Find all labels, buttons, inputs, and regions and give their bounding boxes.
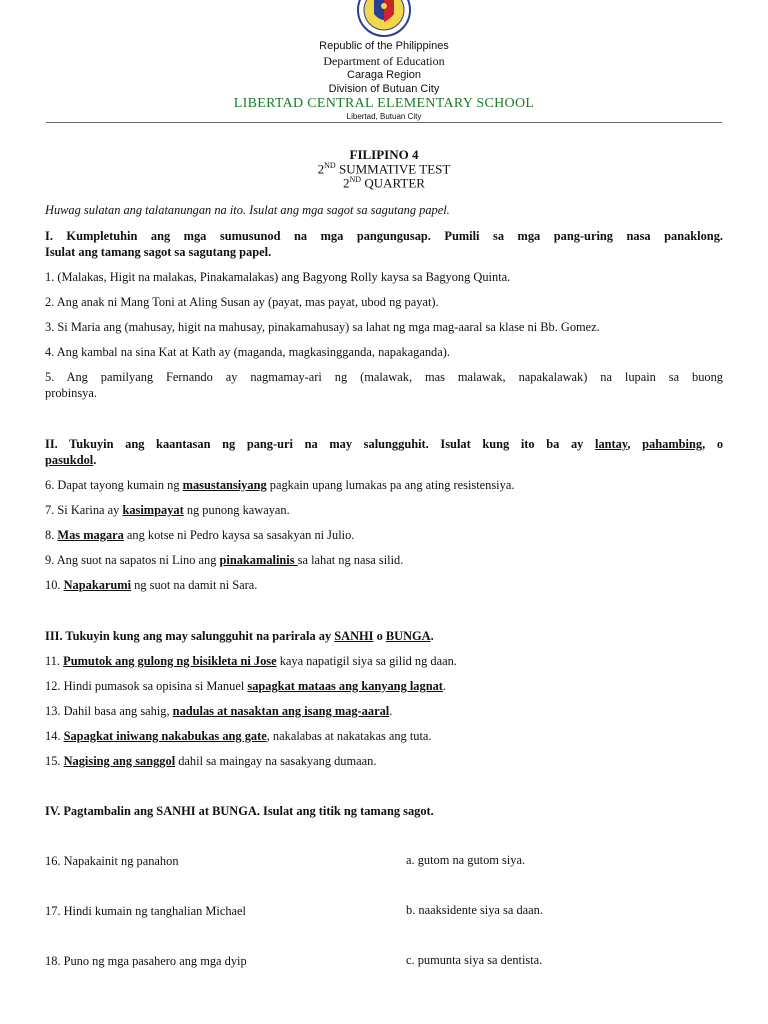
question-5-line1: 5. Ang pamilyang Fernando ay nagmamay-ari ng (malawak, mas malawak, napakalawak) na lupain sa buong	[45, 370, 723, 384]
question-18: 18. Puno ng mga pasahero ang mga dyip	[45, 954, 247, 968]
part2-heading-line1: II. Tukuyin ang kaantasan ng pang-uri na may salungguhit. Isulat kung ito ba ay lantay, pahambing, o	[45, 437, 724, 451]
part4-heading: IV. Pagtambalin ang SANHI at BUNGA. Isulat ang titik ng tamang sagot.	[45, 804, 434, 818]
choice-a: a. gutom na gutom siya.	[406, 853, 526, 867]
test-title: 2ND SUMMATIVE TEST	[317, 161, 451, 177]
part1-heading-line1: I. Kumpletuhin ang mga sumusunod na mga pangungusap. Pumili sa mga pang-uring nasa panaklong.	[45, 229, 723, 243]
question-3: 3. Si Maria ang (mahusay, higit na mahusay, pinakamahusay) sa lahat ng mga mag-aaral sa klase ni Bb. Gomez.	[45, 320, 600, 334]
question-16: 16. Napakainit ng panahon	[45, 854, 179, 868]
question-15: 15. Nagising ang sanggol dahil sa maingay na sasakyang dumaan.	[45, 754, 377, 768]
part2-heading-line2: pasukdol.	[45, 453, 97, 467]
choice-c: c. pumunta siya sa dentista.	[406, 953, 543, 967]
question-10: 10. Napakarumi ng suot na damit ni Sara.	[45, 578, 258, 592]
question-13: 13. Dahil basa ang sahig, nadulas at nasaktan ang isang mag-aaral.	[45, 704, 393, 718]
general-instruction: Huwag sulatan ang talatanungan na ito. Isulat ang mga sagot sa sagutang papel.	[45, 203, 450, 217]
question-4: 4. Ang kambal na sina Kat at Kath ay (maganda, magkasingganda, napakaganda).	[45, 345, 450, 359]
school-address: Libertad, Butuan City	[346, 112, 422, 121]
region-line: Caraga Region	[347, 69, 421, 81]
question-12: 12. Hindi pumasok sa opisina si Manuel sapagkat mataas ang kanyang lagnat.	[45, 679, 447, 693]
question-7: 7. Si Karina ay kasimpayat ng punong kawayan.	[45, 503, 290, 517]
deped-seal-logo	[354, 0, 414, 38]
question-9: 9. Ang suot na sapatos ni Lino ang pinakamalinis sa lahat ng nasa silid.	[45, 553, 404, 567]
choice-b: b. naaksidente siya sa daan.	[406, 903, 543, 917]
question-17: 17. Hindi kumain ng tanghalian Michael	[45, 904, 246, 918]
question-11: 11. Pumutok ang gulong ng bisikleta ni Jose kaya napatigil siya sa gilid ng daan.	[45, 654, 457, 668]
subject-title: FILIPINO 4	[349, 147, 419, 162]
question-14: 14. Sapagkat iniwang nakabukas ang gate, nakalabas at nakatakas ang tuta.	[45, 729, 432, 743]
question-6: 6. Dapat tayong kumain ng masustansiyang pagkain upang lumakas pa ang ating resistensiya.	[45, 478, 515, 492]
question-1: 1. (Malakas, Higit na malakas, Pinakamalakas) ang Bagyong Rolly kaysa sa Bagyong Quinta.	[45, 270, 511, 284]
part3-heading: III. Tukuyin kung ang may salungguhit na parirala ay SANHI o BUNGA.	[45, 629, 434, 643]
question-8: 8. Mas magara ang kotse ni Pedro kaysa sa sasakyan ni Julio.	[45, 528, 355, 542]
republic-line: Republic of the Philippines	[319, 40, 449, 52]
question-2: 2. Ang anak ni Mang Toni at Aling Susan ay (payat, mas payat, ubod ng payat).	[45, 295, 439, 309]
question-5-line2: probinsya.	[45, 386, 97, 400]
department-line: Department of Education	[323, 54, 445, 68]
division-line: Division of Butuan City	[328, 83, 440, 95]
school-name: LIBERTAD CENTRAL ELEMENTARY SCHOOL	[233, 96, 535, 111]
header-divider	[46, 122, 722, 123]
quarter-title: 2ND QUARTER	[343, 175, 425, 191]
part1-heading-line2: Isulat ang tamang sagot sa sagutang papel.	[45, 245, 272, 259]
